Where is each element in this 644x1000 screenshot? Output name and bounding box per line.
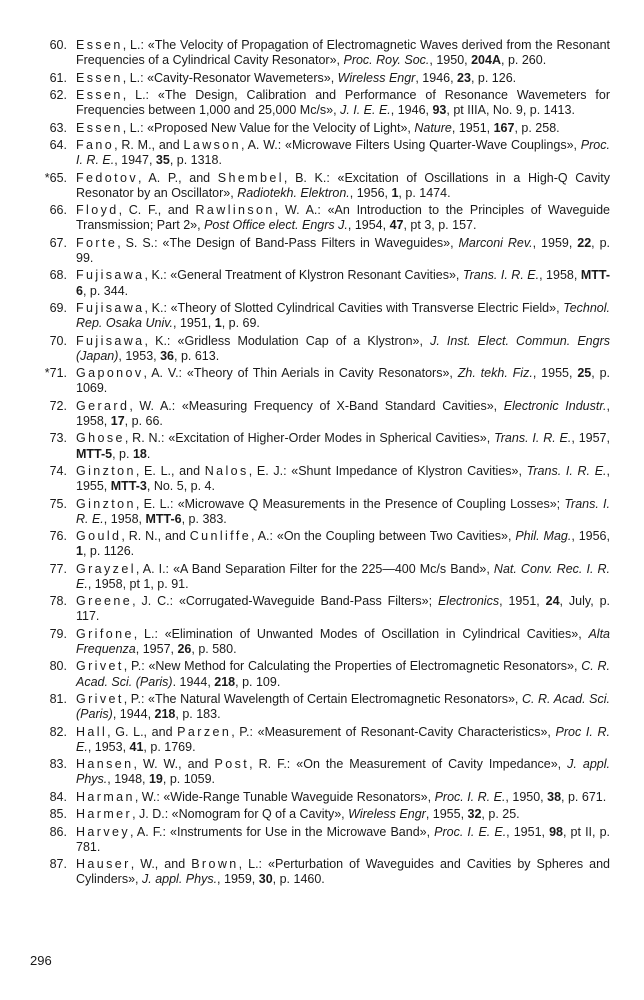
- reference-text: [76, 497, 610, 526]
- reference-segment: , p. 25.: [481, 807, 520, 822]
- reference-number: 77.: [49, 561, 67, 576]
- reference-segment: , S. S.: «The Design of Band-Pass Filters in Waveguides»,: [117, 235, 459, 250]
- journal-title: J. appl. Phys.: [76, 757, 611, 787]
- reference-segment: , p. 1318.: [169, 153, 222, 168]
- journal-title: Proc. I. E. E.: [434, 824, 507, 839]
- author-name: Grayzel: [76, 561, 136, 576]
- reference-text: [76, 825, 610, 854]
- author-name: Post: [214, 757, 250, 772]
- journal-title: Proc. I. R. E.: [76, 137, 610, 168]
- reference-segment: , W. W., and: [133, 757, 215, 772]
- reference-segment: , p. 1769.: [143, 739, 196, 754]
- reference-segment: , R. N.: «Excitation of Higher-Order Modes in Spherical Cavities»,: [124, 431, 495, 446]
- journal-title: Marconi Rev.: [458, 235, 533, 250]
- reference-segment: , p. 183.: [175, 707, 221, 722]
- journal-title: C. R. Acad. Sci. (Paris): [76, 692, 610, 722]
- journal-title: Electronic Industr.: [503, 398, 607, 413]
- reference-segment: , A. F.: «Instruments for Use in the Microwave Band»,: [130, 824, 435, 839]
- volume-number: 22: [577, 235, 592, 250]
- author-name: Harman: [76, 789, 135, 804]
- reference-segment: .: [146, 446, 151, 461]
- journal-title: Nature: [414, 120, 452, 135]
- author-name: Greene: [76, 594, 133, 609]
- reference-text: [76, 236, 610, 265]
- volume-number: MTT-6: [145, 511, 182, 526]
- volume-number: 25: [577, 366, 592, 381]
- reference-segment: , L.: «Perturbation of Waveguides and Cavities by Spheres and Cylinders»,: [76, 857, 610, 887]
- author-name: Hansen: [76, 757, 134, 772]
- reference-number: 63.: [49, 120, 67, 135]
- page-number: 296: [30, 953, 52, 968]
- reference-number: 81.: [49, 692, 67, 707]
- journal-title: Phil. Mag.: [515, 529, 572, 544]
- reference-entry: [30, 399, 610, 429]
- reference-segment: , P.: «Measurement of Resonant-Cavity Characteristics»,: [231, 724, 556, 739]
- reference-segment: , p. 1126.: [82, 544, 135, 559]
- journal-title: Electronics: [437, 594, 500, 609]
- reference-segment: , K.: «Theory of Slotted Cylindrical Cavities with Transverse Electric Field»,: [144, 300, 564, 315]
- reference-text: [76, 659, 610, 688]
- volume-number: MTT-6: [76, 268, 610, 298]
- reference-entry: [30, 692, 610, 722]
- reference-list: [30, 38, 610, 890]
- author-name: Lawson: [183, 137, 241, 152]
- reference-segment: , B. K.: «Excitation of Oscillations in a High-Q Cavity Resonator by an Oscillator»,: [76, 170, 611, 200]
- reference-segment: , July, p. 117.: [76, 594, 611, 624]
- reference-number: *71.: [44, 366, 67, 381]
- journal-title: Trans. I. R. E.: [462, 268, 540, 283]
- author-name: Grivet: [76, 692, 124, 707]
- reference-entry: [30, 464, 610, 494]
- author-name: Essen: [76, 38, 123, 52]
- reference-entry: [30, 807, 610, 822]
- reference-entry: [30, 757, 610, 787]
- reference-segment: , 1959,: [532, 235, 578, 250]
- reference-segment: , p. 1474.: [398, 185, 451, 200]
- reference-segment: , p. 344.: [82, 283, 129, 298]
- reference-entry: [30, 594, 610, 624]
- reference-segment: , 1958,: [103, 511, 146, 526]
- reference-text: [76, 38, 610, 67]
- author-name: Parzen: [177, 724, 232, 739]
- reference-number: 82.: [49, 724, 67, 739]
- reference-segment: , p. 258.: [514, 120, 560, 135]
- reference-text: [76, 757, 610, 786]
- reference-number: 76.: [49, 529, 67, 544]
- reference-segment: , P.: «New Method for Calculating the Properties of Electromagnetic Resonators»,: [123, 659, 582, 674]
- reference-number: 78.: [49, 594, 67, 609]
- reference-segment: , pt II, p. 781.: [76, 824, 610, 854]
- reference-text: [76, 627, 610, 656]
- reference-entry: [30, 171, 610, 201]
- reference-segment: , W. A.: «An Introduction to the Principles of Waveguide Transmission; Part 2»,: [76, 203, 610, 233]
- volume-number: 41: [129, 739, 144, 754]
- reference-number: 73.: [49, 431, 67, 446]
- reference-number: 69.: [49, 300, 67, 315]
- reference-segment: , p. 99.: [76, 235, 610, 265]
- reference-entry: [30, 497, 610, 527]
- author-name: Rawlinson: [195, 203, 275, 218]
- reference-segment: , p. 1460.: [272, 872, 325, 887]
- reference-segment: , P.: «The Natural Wavelength of Certain Electromagnetic Resonators»,: [123, 692, 522, 707]
- reference-segment: , A. P., and: [137, 170, 218, 185]
- reference-number: 86.: [49, 824, 67, 839]
- volume-number: 32: [467, 807, 482, 822]
- reference-segment: , p. 69.: [221, 316, 260, 331]
- reference-segment: , 1951,: [451, 120, 494, 135]
- reference-text: [76, 725, 610, 754]
- volume-number: 167: [493, 120, 515, 135]
- volume-number: 1: [391, 185, 399, 200]
- reference-segment: , E. L., and: [135, 463, 205, 478]
- reference-number: 66.: [49, 203, 67, 218]
- author-name: Gerard: [76, 398, 130, 413]
- reference-number: 79.: [49, 626, 67, 641]
- reference-text: [76, 594, 610, 623]
- reference-segment: , G. L., and: [107, 724, 178, 739]
- reference-number: 70.: [49, 333, 67, 348]
- reference-segment: , 1950,: [505, 789, 548, 804]
- reference-segment: , E. L.: «Microwave Q Measurements in the Presence of Coupling Losses»;: [135, 496, 565, 511]
- journal-title: J. I. E. E.: [340, 103, 391, 118]
- journal-title: Zh. tekh. Fiz.: [457, 366, 533, 381]
- reference-entry: [30, 431, 610, 461]
- author-name: Fujisawa: [76, 268, 145, 283]
- author-name: Gould: [76, 529, 122, 544]
- journal-title: Wireless Engr: [337, 70, 416, 85]
- reference-segment: , 1955,: [532, 366, 578, 381]
- journal-title: Proc. I. R. E.: [434, 789, 506, 804]
- reference-segment: , p. 260.: [501, 53, 547, 68]
- journal-title: Trans. I. R. E.: [494, 431, 572, 446]
- reference-entry: [30, 627, 610, 657]
- reference-segment: , p. 383.: [181, 511, 227, 526]
- reference-number: 74.: [49, 463, 67, 478]
- author-name: Essen: [76, 87, 123, 102]
- reference-segment: , 1958,: [539, 268, 581, 283]
- author-name: Hauser: [76, 857, 131, 872]
- volume-number: MTT-3: [110, 479, 147, 494]
- reference-segment: , W., and: [130, 857, 192, 872]
- author-name: Harmer: [76, 807, 133, 822]
- reference-text: [76, 88, 610, 117]
- volume-number: 23: [457, 70, 471, 85]
- volume-number: 218: [214, 674, 236, 689]
- reference-segment: , 1953,: [118, 348, 161, 363]
- reference-text: [76, 366, 610, 395]
- reference-segment: , p. 671.: [561, 789, 607, 804]
- reference-segment: , 1958,: [76, 398, 610, 428]
- author-name: Cunliffe: [189, 529, 252, 544]
- reference-segment: , pt IIIA, No. 9, p. 1413.: [446, 103, 575, 118]
- author-name: Shembel: [217, 170, 284, 185]
- reference-segment: , p. 613.: [174, 348, 220, 363]
- reference-entry: [30, 790, 610, 805]
- reference-entry: [30, 88, 610, 118]
- journal-title: Trans. I. R. E.: [526, 463, 607, 478]
- volume-number: 30: [258, 872, 273, 887]
- reference-text: [76, 71, 516, 85]
- reference-segment: , p. 1069.: [76, 366, 611, 396]
- reference-text: [76, 171, 610, 200]
- reference-segment: , 1955,: [425, 807, 468, 822]
- reference-segment: , pt 3, p. 157.: [403, 218, 477, 233]
- reference-segment: , A. W.: «Microwave Filters Using Quarter-Wave Couplings»,: [241, 137, 581, 152]
- reference-segment: , A. I.: «A Band Separation Filter for the 225—400 Mc/s Band»,: [135, 561, 494, 576]
- reference-text: [76, 399, 610, 428]
- reference-text: [76, 203, 610, 232]
- journal-title: Post Office elect. Engrs J.: [204, 218, 348, 233]
- reference-number: 67.: [49, 235, 67, 250]
- reference-segment: , 1944,: [112, 707, 155, 722]
- journal-title: Alta Frequenza: [76, 626, 610, 657]
- volume-number: 19: [148, 772, 163, 787]
- reference-segment: , 1947,: [114, 153, 156, 168]
- volume-number: 47: [389, 218, 404, 233]
- reference-segment: , W. A.: «Measuring Frequency of X-Band Standard Cavities»,: [129, 398, 504, 413]
- volume-number: 204A: [471, 53, 501, 68]
- reference-segment: , 1954,: [347, 218, 390, 233]
- reference-entry: [30, 301, 610, 331]
- reference-number: 80.: [49, 659, 67, 674]
- reference-number: 62.: [49, 87, 67, 102]
- reference-entry: [30, 562, 610, 592]
- journal-title: C. R. Acad. Sci. (Paris): [76, 659, 610, 689]
- reference-entry: [30, 366, 610, 396]
- reference-entry: [30, 138, 610, 168]
- volume-number: 98: [549, 824, 563, 839]
- reference-segment: , 1951,: [499, 594, 546, 609]
- reference-segment: , K.: «General Treatment of Klystron Resonant Cavities»,: [144, 268, 463, 283]
- reference-segment: , L.: «Proposed New Value for the Velocity of Light»,: [122, 120, 415, 135]
- volume-number: 35: [155, 153, 170, 168]
- reference-segment: , p. 580.: [191, 642, 237, 657]
- reference-number: 83.: [49, 757, 67, 772]
- reference-entry: [30, 121, 610, 136]
- author-name: Harvey: [76, 824, 130, 839]
- reference-text: [76, 464, 610, 493]
- reference-text: [76, 807, 520, 821]
- reference-segment: , J. C.: «Corrugated-Waveguide Band-Pass Filters»;: [132, 594, 438, 609]
- reference-text: [76, 529, 610, 558]
- author-name: Ginzton: [76, 463, 136, 478]
- reference-segment: , R. N., and: [121, 529, 190, 544]
- author-name: Forte: [76, 235, 118, 250]
- reference-segment: , A. V.: «Theory of Thin Aerials in Cavity Resonators»,: [143, 366, 458, 381]
- volume-number: 36: [160, 348, 174, 363]
- author-name: Grivet: [76, 659, 124, 674]
- reference-entry: [30, 334, 610, 364]
- reference-text: [76, 121, 560, 135]
- reference-segment: , 1955,: [76, 463, 610, 494]
- volume-number: 93: [432, 103, 447, 118]
- reference-entry: [30, 236, 610, 266]
- reference-entry: [30, 71, 610, 86]
- reference-segment: , 1957,: [571, 431, 610, 446]
- reference-segment: . 1944,: [172, 674, 215, 689]
- reference-segment: , 1956,: [349, 185, 392, 200]
- reference-segment: , E. J.: «Shunt Impedance of Klystron Cavities»,: [248, 463, 527, 478]
- reference-text: [76, 562, 610, 591]
- reference-number: 68.: [49, 268, 67, 283]
- reference-number: 72.: [49, 398, 67, 413]
- volume-number: MTT-5: [76, 446, 113, 461]
- reference-segment: , 1953,: [87, 739, 130, 754]
- author-name: Ginzton: [76, 496, 136, 511]
- reference-text: [76, 138, 610, 167]
- journal-title: Trans. I. R. E.: [76, 496, 610, 526]
- reference-entry: [30, 659, 610, 689]
- journal-title: Radiotekh. Elektron.: [237, 185, 350, 200]
- author-name: Fano: [76, 137, 115, 152]
- reference-segment: , 1951,: [173, 316, 215, 331]
- author-name: Gaponov: [76, 366, 144, 381]
- reference-number: 85.: [49, 807, 67, 822]
- reference-segment: , p. 1059.: [162, 772, 215, 787]
- reference-segment: , A.: «On the Coupling between Two Cavities»,: [251, 529, 516, 544]
- author-name: Hall: [76, 724, 108, 739]
- volume-number: 18: [132, 446, 147, 461]
- volume-number: 24: [545, 594, 560, 609]
- reference-entry: [30, 38, 610, 68]
- author-name: Fujisawa: [76, 333, 145, 348]
- reference-segment: , R. M., and: [114, 137, 184, 152]
- reference-text: [76, 857, 610, 886]
- author-name: Brown: [191, 857, 239, 872]
- journal-title: Proc. Roy. Soc.: [343, 53, 430, 68]
- reference-segment: , L.: «The Design, Calibration and Performance of Resonance Wavemeters for Frequencies between 1,000 and 25,000 Mc/s»,: [76, 87, 610, 118]
- volume-number: 218: [154, 707, 176, 722]
- reference-segment: , K.: «Gridless Modulation Cap of a Klystron»,: [144, 333, 431, 348]
- journal-title: J. appl. Phys.: [142, 872, 218, 887]
- author-name: Floyd: [76, 203, 119, 218]
- reference-segment: , 1951,: [506, 824, 550, 839]
- author-name: Nalos: [204, 463, 249, 478]
- reference-segment: , L.: «Cavity-Resonator Wavemeters»,: [122, 70, 338, 85]
- reference-text: [76, 301, 610, 330]
- author-name: Grifone: [76, 626, 134, 641]
- reference-number: 60.: [49, 38, 67, 52]
- reference-segment: , 1958, pt 1, p. 91.: [87, 576, 189, 591]
- reference-segment: , J. D.: «Nomogram for Q of a Cavity»,: [132, 807, 349, 822]
- author-name: Essen: [76, 70, 123, 85]
- reference-number: 87.: [49, 857, 67, 872]
- reference-number: 64.: [49, 137, 67, 152]
- journal-title: Wireless Engr: [348, 807, 426, 822]
- reference-segment: , C. F., and: [118, 203, 196, 218]
- journal-title: Nat. Conv. Rec. I. R. E.: [76, 561, 610, 591]
- journal-title: Proc I. R. E.: [76, 724, 610, 754]
- reference-entry: [30, 268, 610, 298]
- reference-text: [76, 431, 610, 460]
- author-name: Fedotov: [76, 170, 138, 185]
- author-name: Essen: [76, 120, 123, 135]
- reference-entry: [30, 725, 610, 755]
- journal-title: J. Inst. Elect. Commun. Engrs (Japan): [76, 333, 610, 363]
- reference-segment: , L.: «Elimination of Unwanted Modes of Oscillation in Cylindrical Cavities»,: [133, 626, 589, 641]
- reference-segment: , No. 5, p. 4.: [146, 479, 215, 494]
- reference-text: [76, 334, 610, 363]
- volume-number: 17: [110, 413, 125, 428]
- reference-entry: [30, 203, 610, 233]
- reference-segment: , p.: [112, 446, 133, 461]
- volume-number: 26: [177, 642, 192, 657]
- reference-segment: , 1959,: [217, 872, 259, 887]
- reference-segment: , R. F.: «On the Measurement of Cavity Impedance»,: [249, 757, 568, 772]
- reference-number: 84.: [49, 789, 67, 804]
- reference-segment: , 1948,: [107, 772, 149, 787]
- reference-segment: , L.: «The Velocity of Propagation of Electromagnetic Waves derived from the Resonant Frequencies of a Cylindrical Cavity Resonator»,: [76, 38, 610, 68]
- reference-segment: , 1950,: [429, 53, 472, 68]
- reference-segment: , p. 126.: [470, 70, 517, 85]
- reference-number: 75.: [49, 496, 67, 511]
- reference-text: [76, 790, 606, 804]
- author-name: Ghose: [76, 431, 125, 446]
- volume-number: 38: [547, 789, 562, 804]
- journal-title: Technol. Rep. Osaka Univ.: [76, 300, 610, 331]
- reference-entry: [30, 529, 610, 559]
- volume-number: 1: [76, 544, 83, 559]
- reference-segment: , 1956,: [571, 529, 610, 544]
- reference-number: 61.: [49, 70, 67, 85]
- reference-entry: [30, 825, 610, 855]
- reference-segment: , 1946,: [415, 70, 458, 85]
- reference-text: [76, 692, 610, 721]
- reference-segment: , p. 109.: [235, 674, 281, 689]
- volume-number: 1: [214, 316, 222, 331]
- reference-segment: , p. 66.: [124, 413, 163, 428]
- reference-segment: , 1957,: [135, 642, 178, 657]
- reference-segment: , W.: «Wide-Range Tunable Waveguide Resonators»,: [134, 789, 435, 804]
- author-name: Fujisawa: [76, 300, 145, 315]
- reference-entry: [30, 857, 610, 887]
- reference-text: [76, 268, 610, 297]
- reference-number: *65.: [44, 170, 67, 185]
- reference-segment: , 1946,: [390, 103, 433, 118]
